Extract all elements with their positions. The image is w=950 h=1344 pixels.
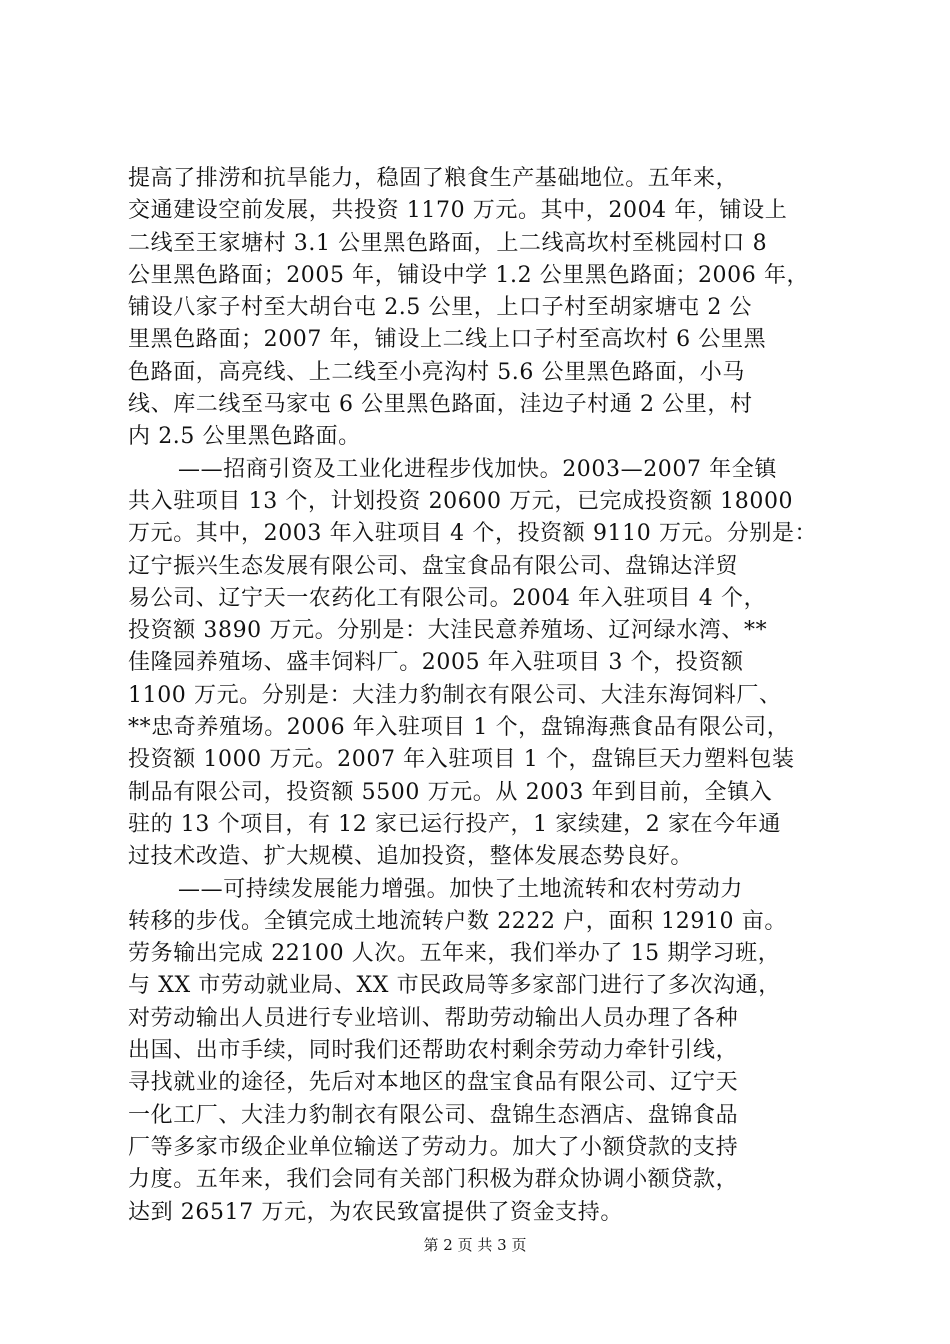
text-line: 力度。五年来，我们会同有关部门积极为群众协调小额贷款， — [128, 1167, 739, 1193]
text-line: 1100 万元。分别是：大洼力豹制衣有限公司、大洼东海饲料厂、 — [128, 682, 782, 708]
text-line: 公里黑色路面；2005 年，铺设中学 1.2 公里黑色路面；2006 年， — [128, 262, 810, 288]
text-line: 辽宁振兴生态发展有限公司、盘宝食品有限公司、盘锦达洋贸 — [128, 553, 739, 579]
text-line: 寻找就业的途径，先后对本地区的盘宝食品有限公司、辽宁天 — [128, 1070, 739, 1096]
text-line: 一化工厂、大洼力豹制衣有限公司、盘锦生态酒店、盘锦食品 — [128, 1102, 739, 1128]
text-line: 共入驻项目 13 个，计划投资 20600 万元，已完成投资额 18000 — [128, 488, 794, 514]
text-line: 投资额 3890 万元。分别是：大洼民意养殖场、辽河绿水湾、** — [128, 618, 768, 644]
text-line: 投资额 1000 万元。2007 年入驻项目 1 个，盘锦巨天力塑料包装 — [128, 747, 795, 773]
text-line: 铺设八家子村至大胡台屯 2.5 公里，上口子村至胡家塘屯 2 公 — [128, 295, 753, 321]
text-line: 易公司、辽宁天一农药化工有限公司。2004 年入驻项目 4 个， — [128, 585, 767, 611]
text-line: 里黑色路面；2007 年，铺设上二线上口子村至高坎村 6 公里黑 — [128, 327, 767, 353]
paragraph-start-line: ——可持续发展能力增强。加快了土地流转和农村劳动力 — [178, 876, 744, 902]
text-line: 线、库二线至马家屯 6 公里黑色路面，洼边子村通 2 公里，村 — [128, 392, 753, 418]
text-line: 制品有限公司，投资额 5500 万元。从 2003 年到目前，全镇入 — [128, 779, 773, 805]
text-line: 色路面，高亮线、上二线至小亮沟村 5.6 公里黑色路面，小马 — [128, 359, 745, 385]
text-line: **忠奇养殖场。2006 年入驻项目 1 个，盘锦海燕食品有限公司， — [128, 715, 790, 741]
text-line: 达到 26517 万元，为农民致富提供了资金支持。 — [128, 1199, 623, 1225]
text-line: 厂等多家市级企业单位输送了劳动力。加大了小额贷款的支持 — [128, 1134, 739, 1160]
text-line: 过技术改造、扩大规模、追加投资，整体发展态势良好。 — [128, 844, 694, 870]
text-line: 内 2.5 公里黑色路面。 — [128, 424, 361, 450]
text-line: 出国、出市手续，同时我们还帮助农村剩余劳动力牵针引线， — [128, 1038, 739, 1064]
text-line: 与 XX 市劳动就业局、XX 市民政局等多家部门进行了多次沟通， — [128, 973, 781, 999]
document-body — [128, 163, 830, 1229]
text-line: 驻的 13 个项目，有 12 家已运行投产，1 家续建，2 家在今年通 — [128, 811, 781, 837]
text-line: 转移的步伐。全镇完成土地流转户数 2222 户，面积 12910 亩。 — [128, 908, 787, 934]
text-line: 劳务输出完成 22100 人次。五年来，我们举办了 15 期学习班， — [128, 941, 781, 967]
text-line: 万元。其中，2003 年入驻项目 4 个，投资额 9110 万元。分别是： — [128, 521, 818, 547]
text-line: 佳隆园养殖场、盛丰饲料厂。2005 年入驻项目 3 个，投资额 — [128, 650, 744, 676]
page-footer: 第 2 页 共 3 页 — [423, 1236, 527, 1254]
paragraph-start-line: ——招商引资及工业化进程步伐加快。2003—2007 年全镇 — [178, 456, 777, 482]
text-line: 对劳动输出人员进行专业培训、帮助劳动输出人员办理了各种 — [128, 1005, 739, 1031]
text-line: 二线至王家塘村 3.1 公里黑色路面，上二线高坎村至桃园村口 8 — [128, 230, 768, 256]
text-line: 提高了排涝和抗旱能力，稳固了粮食生产基础地位。五年来， — [128, 166, 739, 191]
text-line: 交通建设空前发展，共投资 1170 万元。其中，2004 年，铺设上 — [128, 198, 788, 224]
